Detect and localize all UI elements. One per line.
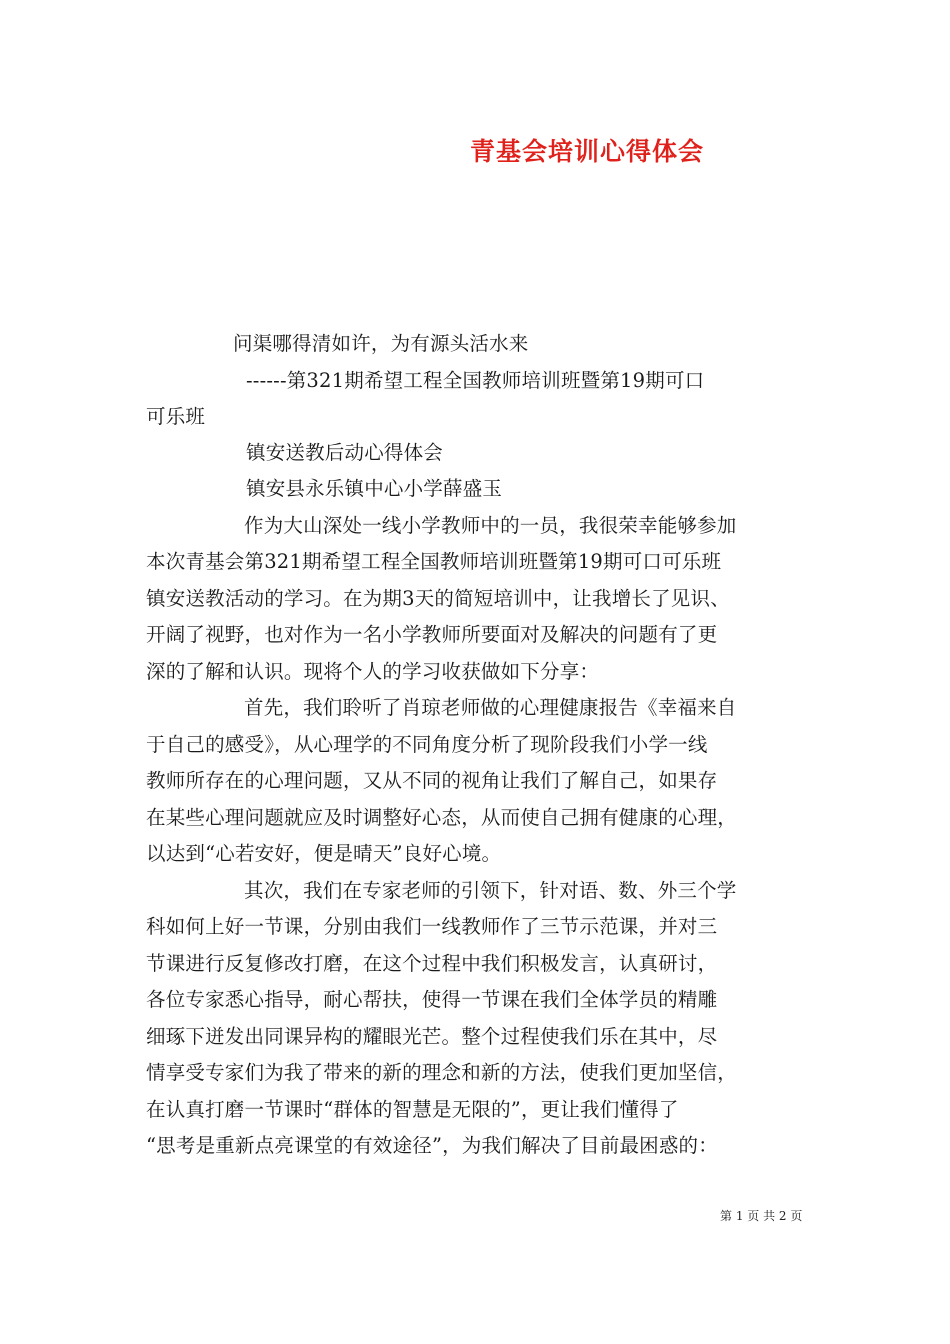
text-line: 镇安送教活动的学习。在为期3天的简短培训中，让我增长了见识、 — [146, 587, 730, 610]
text-line: 以达到“心若安好，便是晴天”良好心境。 — [146, 842, 502, 865]
text-line: “思考是重新点亮课堂的有效途径”，为我们解决了目前最困惑的： — [146, 1134, 718, 1157]
text-line: ------第321期希望工程全国教师培训班暨第19期可口 — [246, 369, 705, 392]
text-line: 深的了解和认识。现将个人的学习收获做如下分享： — [146, 660, 600, 683]
text-line: 开阔了视野，也对作为一名小学教师所要面对及解决的问题有了更 — [146, 623, 718, 646]
text-line: 科如何上好一节课，分别由我们一线教师作了三节示范课，并对三 — [146, 915, 718, 938]
text-line: 教师所存在的心理问题，又从不同的视角让我们了解自己，如果存 — [146, 769, 718, 792]
text-line: 各位专家悉心指导，耐心帮扶，使得一节课在我们全体学员的精雕 — [146, 988, 718, 1011]
text-line: 情享受专家们为我了带来的新的理念和新的方法，使我们更加坚信， — [146, 1061, 738, 1084]
text-line: 节课进行反复修改打磨，在这个过程中我们积极发言，认真研讨， — [146, 952, 718, 975]
text-line: 于自己的感受》，从心理学的不同角度分析了现阶段我们小学一线 — [146, 733, 708, 756]
text-line: 在认真打磨一节课时“群体的智慧是无限的”，更让我们懂得了 — [146, 1098, 679, 1121]
text-line: 作为大山深处一线小学教师中的一员，我很荣幸能够参加 — [244, 514, 737, 537]
text-line: 在某些心理问题就应及时调整好心态，从而使自己拥有健康的心理， — [146, 806, 738, 829]
text-line: 可乐班 — [146, 405, 206, 428]
text-line: 镇安县永乐镇中心小学薛盛玉 — [246, 477, 503, 500]
text-line: 其次，我们在专家老师的引领下，针对语、数、外三个学 — [244, 879, 737, 902]
text-line: 问渠哪得清如许，为有源头活水来 — [233, 332, 529, 355]
page-number-footer: 第 1 页 共 2 页 — [720, 1209, 803, 1223]
text-line: 首先，我们聆听了肖琼老师做的心理健康报告《幸福来自 — [244, 696, 737, 719]
text-line: 镇安送教后动心得体会 — [246, 441, 444, 464]
text-line: 细琢下迸发出同课异构的耀眼光芒。整个过程使我们乐在其中，尽 — [146, 1025, 718, 1048]
text-line: 本次青基会第321期希望工程全国教师培训班暨第19期可口可乐班 — [146, 550, 722, 573]
document-title: 青基会培训心得体会 — [470, 137, 705, 166]
